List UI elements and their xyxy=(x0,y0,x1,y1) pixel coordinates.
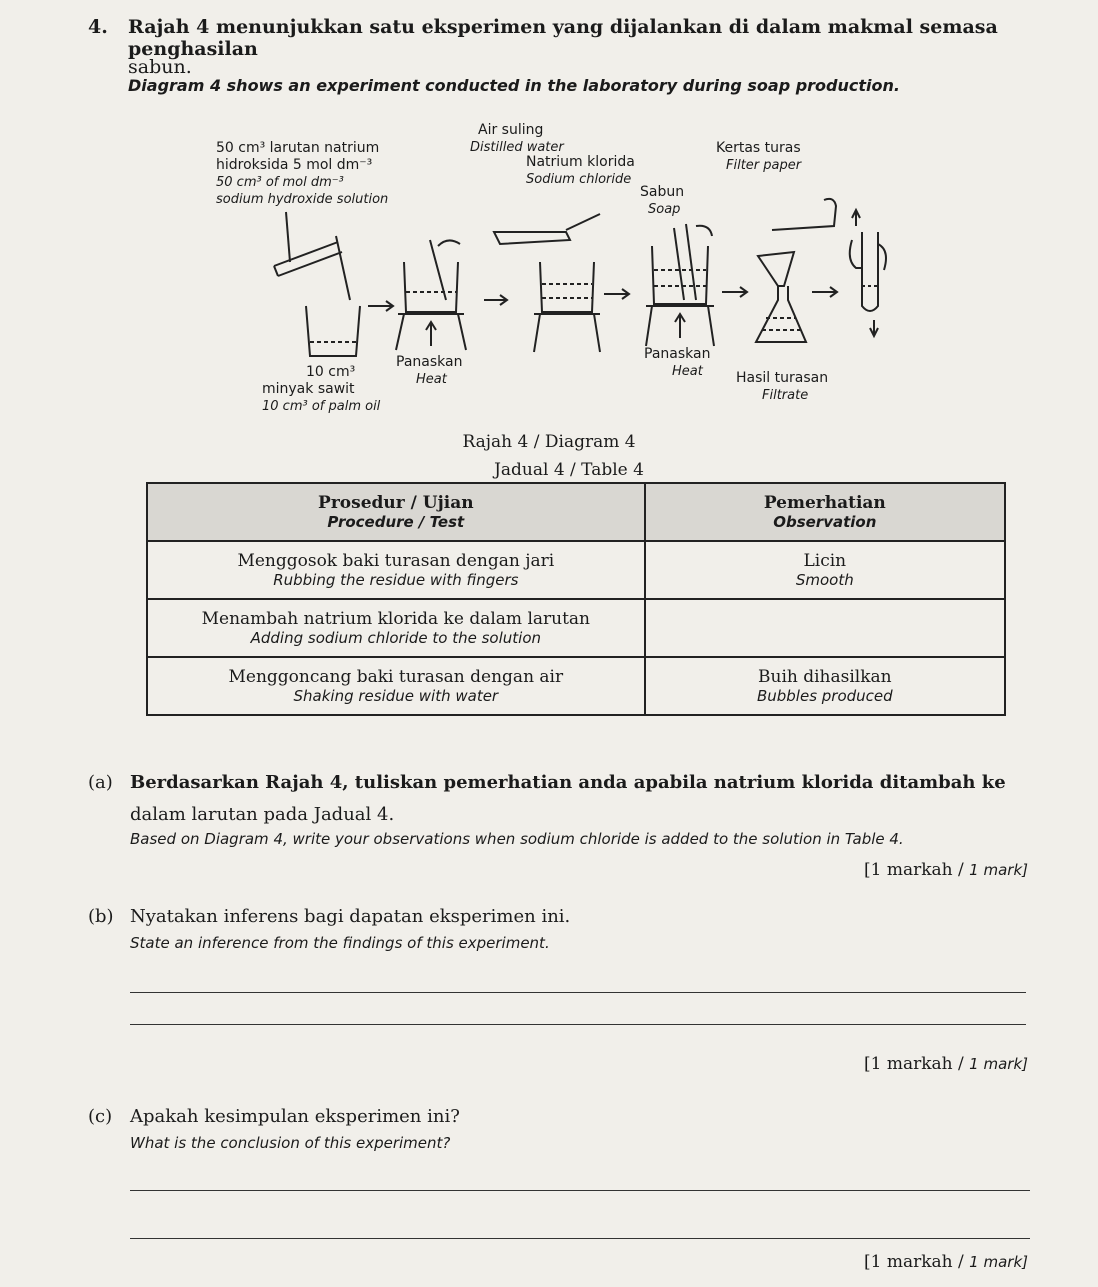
label-heat-1: Panaskan Heat xyxy=(396,354,463,387)
soap-experiment-diagram xyxy=(0,0,1098,440)
label-naoh: 50 cm³ larutan natrium hidroksida 5 mol dm⁻³ 50 cm³ of mol dm⁻³ sodium hydroxide solution xyxy=(216,140,389,207)
part-b-ms: Nyatakan inferens bagi dapatan eksperimen ini. xyxy=(130,906,571,927)
observation-blank-cell[interactable] xyxy=(645,599,1005,657)
part-b-mark: [1 markah / 1 mark] xyxy=(864,1054,1028,1074)
table-row: Menambah natrium klorida ke dalam larutan Adding sodium chloride to the solution xyxy=(147,599,1005,657)
part-a-ms-2: dalam larutan pada Jadual 4. xyxy=(130,804,395,825)
test-tube-shaking xyxy=(850,210,886,336)
part-c-label: (c) xyxy=(88,1106,113,1127)
arrow-1 xyxy=(368,301,393,311)
part-c-mark: [1 markah / 1 mark] xyxy=(864,1252,1028,1272)
label-filter-paper: Kertas turas Filter paper xyxy=(716,140,802,173)
part-b-label: (b) xyxy=(88,906,114,927)
part-a-ms-1: Berdasarkan Rajah 4, tuliskan pemerhatian anda apabila natrium klorida ditambah ke xyxy=(130,772,1006,793)
header-observation: Pemerhatian Observation xyxy=(645,483,1005,541)
part-b-en: State an inference from the findings of this experiment. xyxy=(130,934,550,952)
header-procedure: Prosedur / Ujian Procedure / Test xyxy=(147,483,645,541)
part-c-ms: Apakah kesimpulan eksperimen ini? xyxy=(130,1106,460,1127)
conical-flask-filter xyxy=(756,199,836,342)
part-a-en: Based on Diagram 4, write your observations when sodium chloride is added to the solution in Table 4. xyxy=(130,830,904,848)
label-heat-2: Panaskan Heat xyxy=(644,346,711,379)
beaker-heat-2 xyxy=(646,224,714,346)
observation-table xyxy=(146,482,1006,716)
label-filtrate: Hasil turasan Filtrate xyxy=(736,370,829,403)
part-c-answer-line-2[interactable] xyxy=(130,1238,1030,1239)
part-c-en: What is the conclusion of this experiment? xyxy=(130,1134,451,1152)
part-a-label: (a) xyxy=(88,772,113,793)
beaker-palm-oil xyxy=(306,306,360,356)
label-sodium-chloride: Natrium klorida Sodium chloride xyxy=(526,154,635,187)
cylinder-naoh xyxy=(274,212,350,300)
diagram-caption: Rajah 4 / Diagram 4 xyxy=(462,432,636,452)
question-number: 4. xyxy=(88,16,108,38)
table-caption: Jadual 4 / Table 4 xyxy=(494,460,644,480)
arrow-3 xyxy=(604,289,629,299)
part-b-answer-line-1[interactable] xyxy=(130,992,1026,993)
question-intro-en: Diagram 4 shows an experiment conducted in the laboratory during soap production. xyxy=(128,76,900,95)
label-distilled-water: Air suling Distilled water xyxy=(470,122,564,155)
question-intro-ms-1: Rajah 4 menunjukkan satu eksperimen yang dijalankan di dalam makmal semasa penghasilan xyxy=(128,16,998,60)
arrow-2 xyxy=(484,295,507,305)
part-b-answer-line-2[interactable] xyxy=(130,1024,1026,1025)
arrow-4 xyxy=(722,287,747,297)
label-soap: Sabun Soap xyxy=(640,184,685,217)
table-row: Menggoncang baki turasan dengan air Shaking residue with water Buih dihasilkan Bubbles produced xyxy=(147,657,1005,715)
question-intro-ms-2: sabun. xyxy=(128,56,192,78)
label-palm-oil: 10 cm³ minyak sawit 10 cm³ of palm oil xyxy=(262,364,381,414)
table-row: Menggosok baki turasan dengan jari Rubbing the residue with fingers Licin Smooth xyxy=(147,541,1005,599)
beaker-sodium-chloride xyxy=(494,214,600,352)
beaker-heat-1 xyxy=(396,240,466,350)
arrow-5 xyxy=(812,287,837,297)
part-c-answer-line-1[interactable] xyxy=(130,1190,1030,1191)
part-a-mark: [1 markah / 1 mark] xyxy=(864,860,1028,880)
